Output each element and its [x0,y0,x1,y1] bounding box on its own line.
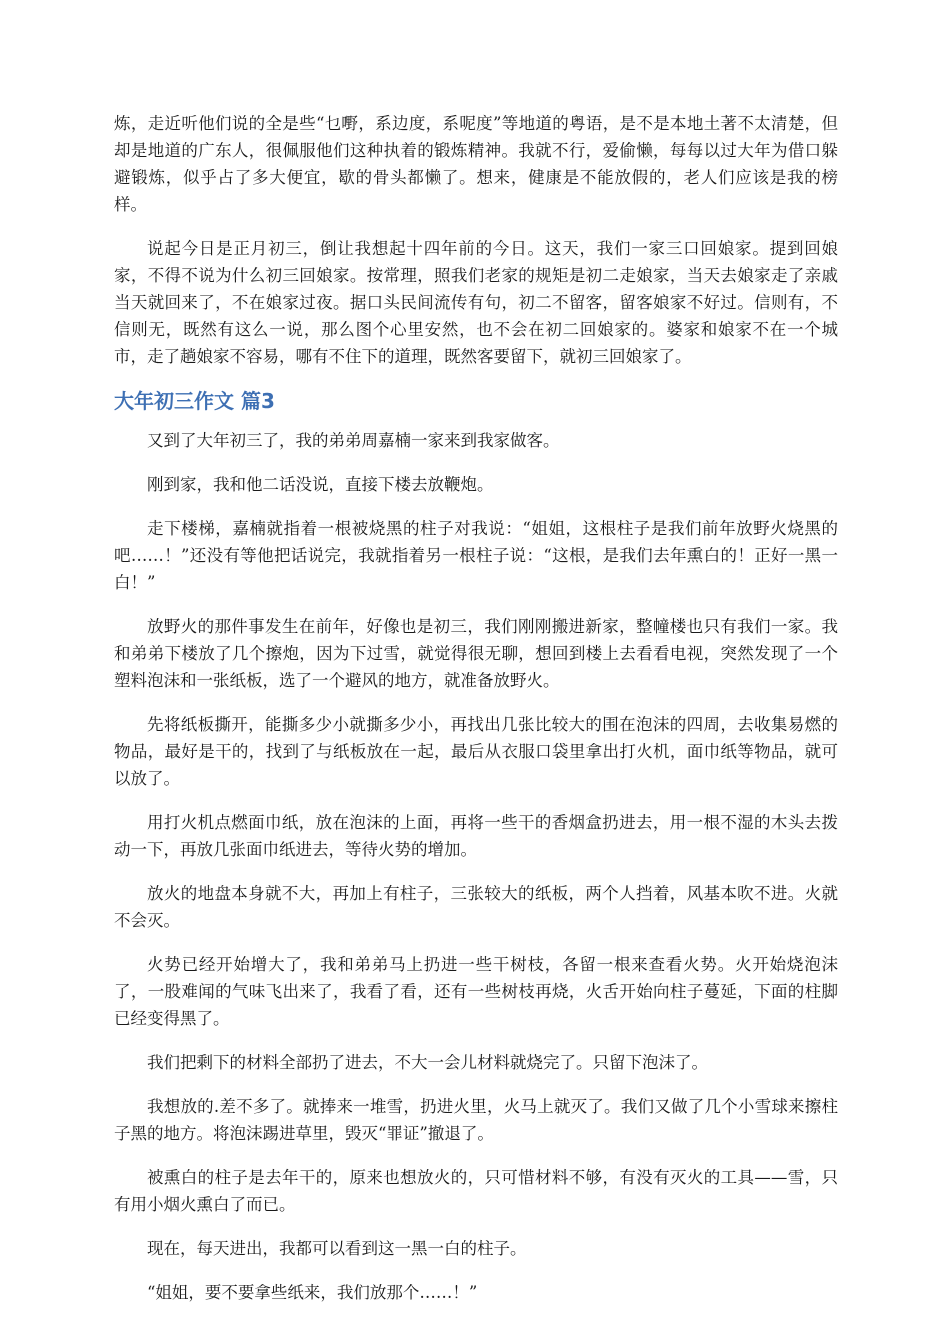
body-paragraph: 又到了大年初三了，我的弟弟周嘉楠一家来到我家做客。 [147,431,560,450]
body-paragraph: 我想放的.差不多了。就捧来一堆雪，扔进火里，火马上就灭了。我们又做了几个小雪球来擦柱子黑的地方。将泡沫踢进草里，毁灭“罪证”撤退了。 [114,1097,838,1143]
body-paragraph: “姐姐，要不要拿些纸来，我们放那个……！” [147,1283,478,1302]
body-paragraph: 放火的地盘本身就不大，再加上有柱子，三张较大的纸板，两个人挡着，风基本吹不进。火就不会灭。 [114,884,838,930]
document-page [114,110,838,1323]
body-paragraph: 被熏白的柱子是去年干的，原来也想放火的，只可惜材料不够，有没有灭火的工具——雪，只有用小烟火熏白了而已。 [114,1168,838,1214]
body-paragraph: 用打火机点燃面巾纸，放在泡沫的上面，再将一些干的香烟盒扔进去，用一根不湿的木头去拨动一下，再放几张面巾纸进去，等待火势的增加。 [114,813,838,859]
body-paragraph: 刚到家，我和他二话没说，直接下楼去放鞭炮。 [147,475,494,494]
body-paragraph: 走下楼梯，嘉楠就指着一根被烧黑的柱子对我说：“姐姐，这根柱子是我们前年放野火烧黑的吧……！”还没有等他把话说完，我就指着另一根柱子说：“这根，是我们去年熏白的！正好一黑一白！” [114,519,838,592]
body-paragraph: 现在，每天进出，我都可以看到这一黑一白的柱子。 [147,1239,527,1258]
body-paragraph: 火势已经开始增大了，我和弟弟马上扔进一些干树枝，各留一根来查看火势。火开始烧泡沫了，一股难闻的气味飞出来了，我看了看，还有一些树枝再烧，火舌开始向柱子蔓延，下面的柱脚已经变得黑了。 [114,955,838,1028]
body-paragraph: 说起今日是正月初三，倒让我想起十四年前的今日。这天，我们一家三口回娘家。提到回娘家，不得不说为什么初三回娘家。按常理，照我们老家的规矩是初二走娘家，当天去娘家走了亲戚当天就回来了，不在娘家过夜。据口头民间流传有句，初二不留客，留客娘家不好过。信则有，不信则无，既然有这么一说，那么图个心里安然，也不会在初二回娘家的。婆家和娘家不在一个城市，走了趟娘家不容易，哪有不住下的道理，既然客要留下，就初三回娘家了。 [114,239,838,366]
body-paragraph: 我们把剩下的材料全部扔了进去，不大一会儿材料就烧完了。只留下泡沫了。 [147,1053,708,1072]
body-paragraph: 先将纸板撕开，能撕多少小就撕多少小，再找出几张比较大的围在泡沫的四周，去收集易燃的物品，最好是干的，找到了与纸板放在一起，最后从衣服口袋里拿出打火机，面巾纸等物品，就可以放了。 [114,715,838,788]
section-title: 大年初三作文 篇3 [114,389,275,413]
body-paragraph: 放野火的那件事发生在前年，好像也是初三，我们刚刚搬进新家，整幢楼也只有我们一家。我和弟弟下楼放了几个擦炮，因为下过雪，就觉得很无聊，想回到楼上去看看电视，突然发现了一个塑料泡沫和一张纸板，选了一个避风的地方，就准备放野火。 [114,617,838,690]
body-paragraph: 炼，走近听他们说的全是些“乜嘢，系边度，系呢度”等地道的粤语，是不是本地土著不太清楚，但却是地道的广东人，很佩服他们这种执着的锻炼精神。我就不行，爱偷懒，每每以过大年为借口躲避锻炼，似乎占了多大便宜，歇的骨头都懒了。想来，健康是不能放假的，老人们应该是我的榜样。 [114,114,838,214]
